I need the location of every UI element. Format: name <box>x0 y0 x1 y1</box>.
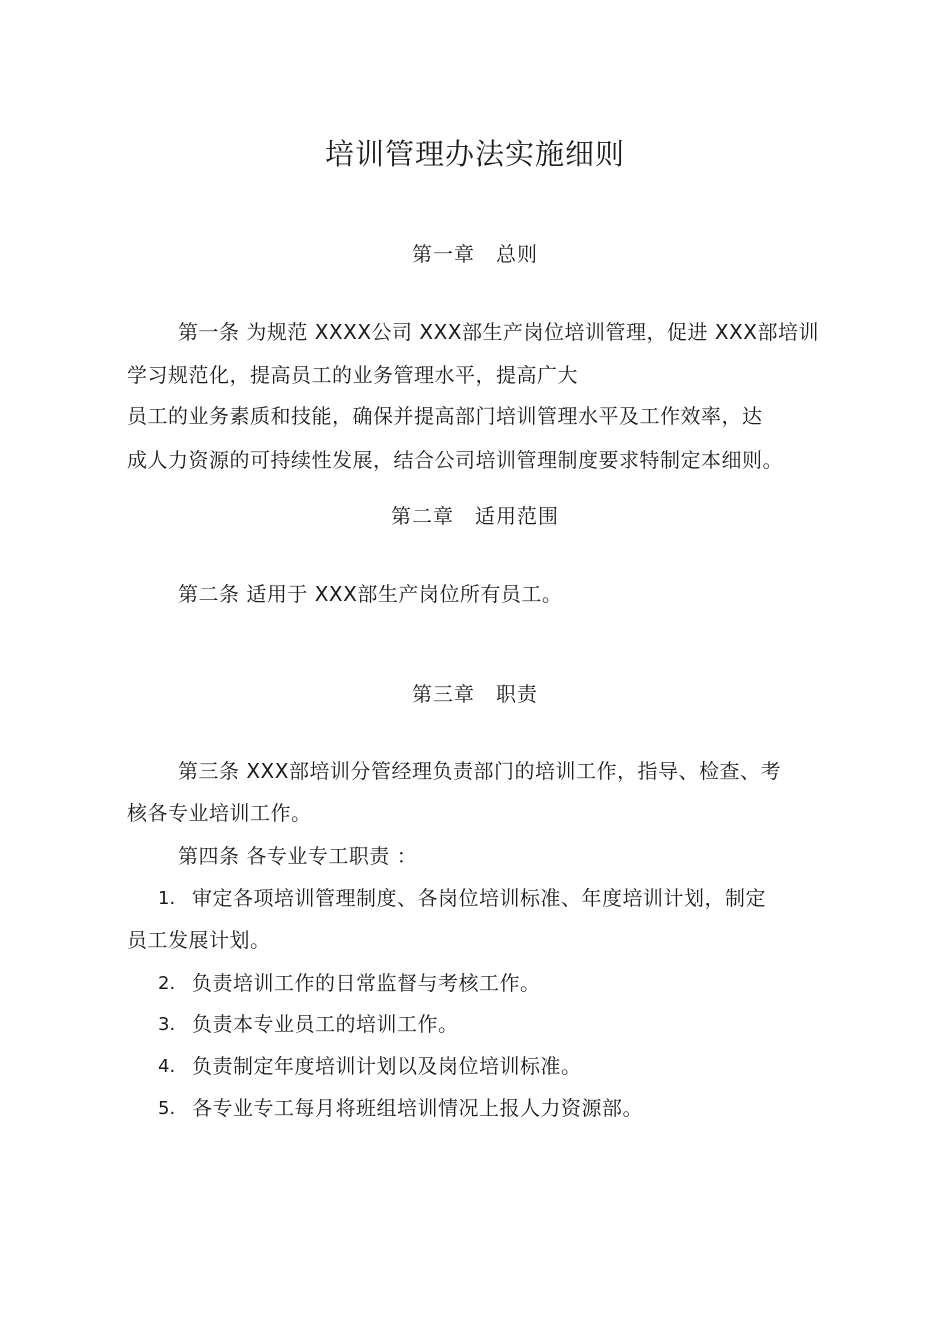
article-1-line-3: 员工的业务素质和技能，确保并提高部门培训管理水平及工作效率，达 <box>127 404 763 428</box>
list-item-text: 负责本专业员工的培训工作。 <box>192 1012 459 1036</box>
article-4-heading: 第四条 各专业专工职责 ： <box>178 844 418 868</box>
article-3-line-2: 核各专业培训工作。 <box>127 801 312 825</box>
chapter-2-heading: 第二章 适用范围 <box>391 504 559 528</box>
article-3-line-1: 第三条 XXX部培训分管经理负责部门的培训工作，指导、检查、考 <box>178 759 781 783</box>
article-2: 第二条 适用于 XXX部生产岗位所有员工。 <box>178 582 563 606</box>
chapter-1-heading: 第一章 总则 <box>412 242 538 266</box>
list-item-number: 3. <box>158 1014 176 1035</box>
list-item-number: 5. <box>158 1098 176 1119</box>
list-item-text: 负责制定年度培训计划以及岗位培训标准。 <box>192 1054 582 1078</box>
list-item-text: 各专业专工每月将班组培训情况上报人力资源部。 <box>192 1096 643 1120</box>
list-item-text: 负责培训工作的日常监督与考核工作。 <box>192 971 541 995</box>
article-1-line-4: 成人力资源的可持续性发展，结合公司培训管理制度要求特制定本细则。 <box>127 448 783 472</box>
list-item-text-continued: 员工发展计划。 <box>127 928 271 952</box>
chapter-3-heading: 第三章 职责 <box>412 682 538 706</box>
document-title: 培训管理办法实施细则 <box>324 137 625 171</box>
list-item-text: 审定各项培训管理制度、各岗位培训标准、年度培训计划，制定 <box>192 886 766 910</box>
list-item-number: 4. <box>158 1056 176 1077</box>
list-item-number: 2. <box>158 973 176 994</box>
article-1-line-1: 第一条 为规范 XXXX公司 XXX部生产岗位培训管理，促进 XXX部培训 <box>178 320 819 344</box>
list-item-number: 1. <box>158 888 176 909</box>
article-1-line-2: 学习规范化，提高员工的业务管理水平，提高广大 <box>127 363 578 387</box>
